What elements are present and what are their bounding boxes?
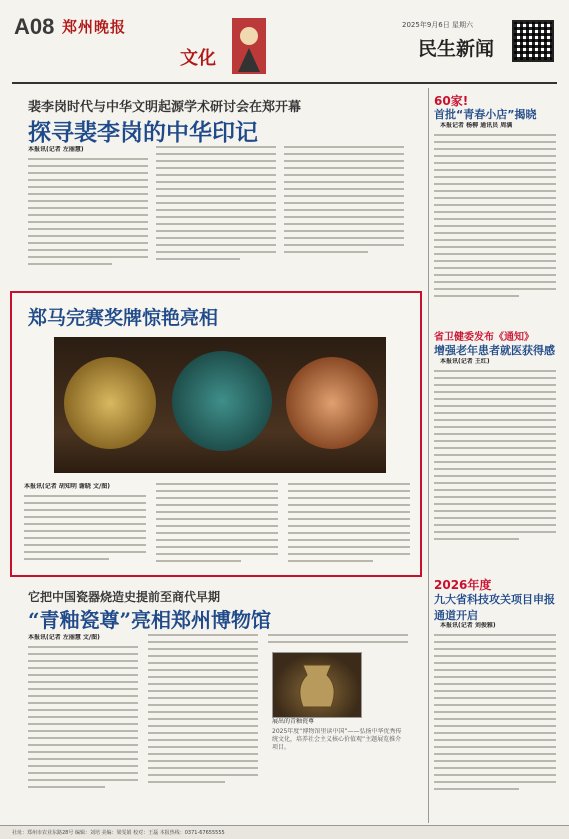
medal-photo [54, 337, 386, 473]
sidebar-item3-head: 2026年度 [434, 578, 492, 592]
sidebar-item1-byline: 本报记者 杨柳 通讯员 周满 [440, 122, 513, 129]
top-story-byline: 本报讯(记者 左丽慧) [28, 146, 84, 153]
medal-gold [64, 357, 156, 449]
sidebar-item2-body [434, 370, 556, 570]
qr-code [512, 20, 554, 62]
sidebar-item2-byline: 本报讯(记者 王红) [440, 358, 490, 365]
bottom-story-column-2 [148, 634, 258, 812]
bottom-story-byline: 本报讯(记者 左丽慧 文/图) [28, 634, 100, 641]
sidebar-item2-title: 增强老年患者就医获得感 [434, 344, 555, 357]
sidebar-item3-title: 九大省科技攻关项目申报通道开启 [434, 593, 555, 622]
paper-name: 郑州晚报 [62, 18, 127, 36]
sidebar-item1-head: 60家! [434, 94, 469, 108]
bottom-story-column-1 [28, 646, 138, 812]
top-story-column-2 [156, 146, 276, 278]
section-ornament-icon [226, 14, 272, 78]
celadon-vessel-photo [272, 652, 362, 718]
medal-bronze-green [172, 351, 272, 451]
sidebar-item3-body [434, 634, 556, 814]
sidebar-item3-byline: 本报讯(记者 刘俊雅) [440, 622, 496, 629]
medal-copper [286, 357, 378, 449]
feature-column-2 [156, 483, 278, 571]
top-story-headline: 探寻裴李岗的中华印记 [28, 119, 258, 146]
feature-column-3 [288, 483, 410, 571]
photo-caption: 展出的青釉瓷尊 [272, 718, 315, 725]
top-story-column-3 [284, 146, 404, 278]
sidebar-item2-head: 省卫健委发布《通知》 [434, 332, 534, 343]
section-name: 文化 [180, 48, 216, 69]
marathon-medal-feature [10, 291, 422, 577]
bottom-story-kicker: 它把中国瓷器烧造史提前至商代早期 [28, 590, 221, 604]
bottom-story-column-3 [268, 634, 408, 648]
top-story-kicker: 裴李岗时代与中华文明起源学术研讨会在郑开幕 [28, 100, 302, 115]
sidebar-item1-body [434, 134, 556, 322]
feature-headline: 郑马完赛奖牌惊艳亮相 [28, 307, 219, 329]
page-number: A08 [14, 14, 55, 39]
page-footer: 社址：郑州市农业东路28号 编辑：刘培 美编：梁雯娟 校对：王磊 本报热线：0371-67655555 [0, 825, 569, 839]
issue-date: 2025年9月6日 星期六 [402, 21, 473, 29]
header-rule [12, 82, 557, 84]
sidebar-divider [428, 88, 429, 823]
bottom-story-headline: “青釉瓷尊”亮相郑州博物馆 [28, 608, 272, 632]
caption-text: 2025年度“博物馆里读中国”——弘扬中华优秀传统文化，培养社会主义核心价值观”主题展览推介项目。 [272, 728, 402, 751]
feature-column-1 [24, 495, 146, 571]
sidebar-item1-title: 首批“青春小店”揭晓 [434, 108, 537, 121]
vessel-icon [273, 653, 361, 717]
feature-byline: 本报讯(记者 胡知明 谢晓 文/图) [24, 483, 110, 490]
page-title: 民生新闻 [418, 38, 495, 60]
top-story-column-1 [28, 158, 148, 278]
